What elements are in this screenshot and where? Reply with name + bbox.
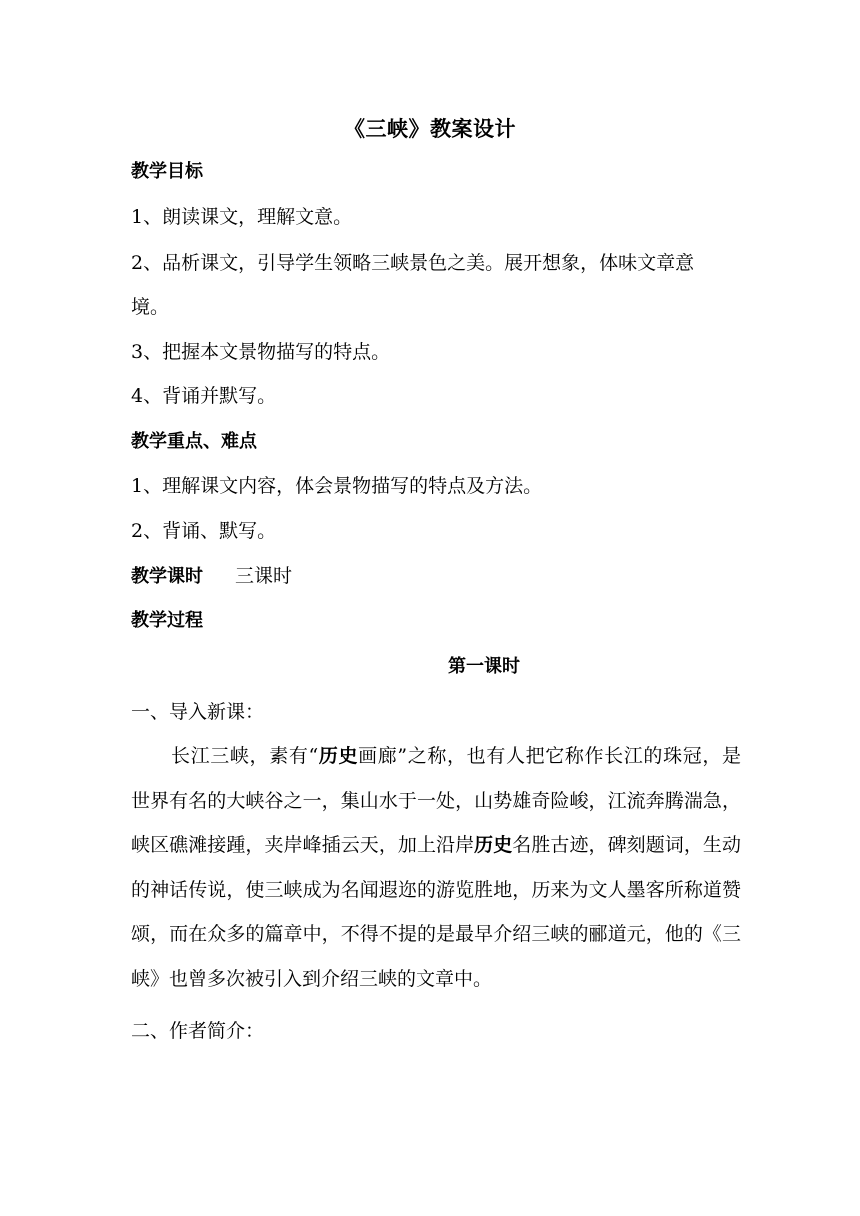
- class-hours-value: 三课时: [235, 565, 293, 587]
- objective-item-4: 4、背诵并默写。: [131, 385, 277, 407]
- process-heading: 教学过程: [131, 610, 203, 631]
- objective-item-2-line-1: 2、品析课文，引导学生领略三峡景色之美。展开想象，体味文章意: [131, 252, 695, 274]
- class-hours-row: [131, 564, 731, 589]
- key-point-item-2: 2、背诵、默写。: [131, 520, 277, 542]
- paragraph-bold-history-2: 历史: [474, 834, 513, 857]
- class-hours-heading: 教学课时: [131, 566, 203, 587]
- section-1-heading: 一、导入新课：: [131, 701, 265, 723]
- paragraph-text-3: 名胜古迹，碑刻题词，生动的神话传说，使三峡成为名闻遐迩的游览胜地，历来为文人墨客所称道赞颂，而在众多的篇章中，不得不提的是最早介绍三峡的郦道元，他的《三峡》也曾多次被引入到介绍三峡的文章中。: [131, 834, 741, 990]
- key-points-heading: 教学重点、难点: [131, 431, 257, 452]
- objective-item-1: 1、朗读课文，理解文意。: [131, 206, 353, 228]
- paragraph-text-2: 画廊”之称，也有人把它称作长江的珠冠，是世界有名的大峡谷之一，集山水于一处，山势雄奇险峻，江流奔腾湍急，峡区礁滩接踵，夹岸峰插云天，加上沿岸: [131, 745, 741, 857]
- lesson-title: 第一课时: [448, 656, 520, 677]
- objective-item-3: 3、把握本文景物描写的特点。: [131, 341, 391, 363]
- section-1-paragraph: [131, 734, 741, 1002]
- objectives-heading: 教学目标: [131, 161, 203, 182]
- section-2-heading: 二、作者简介：: [131, 1020, 265, 1042]
- paragraph-bold-history-1: 历史: [318, 745, 359, 767]
- key-point-item-1: 1、理解课文内容，体会景物描写的特点及方法。: [131, 475, 543, 497]
- paragraph-text-1: 长江三峡，素有“: [171, 745, 319, 767]
- document-title: 《三峡》教案设计: [344, 116, 516, 141]
- objective-item-2-line-2: 境。: [131, 296, 170, 318]
